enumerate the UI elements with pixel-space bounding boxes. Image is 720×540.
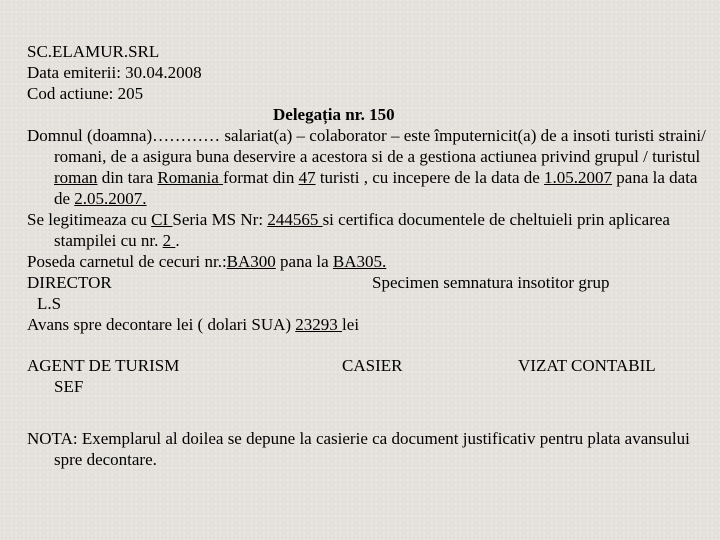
delegation-document [27,41,707,470]
agent-title-line2: SEF [54,377,84,396]
company-name: SC.ELAMUR.SRL [27,42,160,61]
stamp-number: 2 [162,231,176,250]
advance-currency: lei [342,315,360,334]
cashier-label: CASIER [342,356,403,375]
coupons-from: BA300 [226,252,276,271]
action-code: Cod actiune: 205 [27,84,144,103]
series-text: Seria MS Nr: [172,210,268,229]
delegation-paragraph [27,125,707,209]
signatures-row [27,355,707,403]
advance-intro: Avans spre decontare lei ( dolari SUA) [27,315,296,334]
agent-title-line1: AGENT DE TURISM [27,356,180,375]
identity-intro: Se legitimeaza cu [27,210,152,229]
format-text: format din [223,168,299,187]
id-number: 244565 [267,210,323,229]
until-text: pana la data de [54,168,698,208]
issue-date: Data emiterii: 30.04.2008 [27,63,202,82]
specimen-signature-label: Specimen semnatura insotitor grup [372,273,610,292]
document-title: Delegația nr. 150 [273,105,395,124]
note-paragraph: NOTA: Exemplarul al doilea se depune la casierie ca document justificativ pentru plata avansului spre decontare. [27,429,690,469]
coupons-mid: pana la [275,252,333,271]
country: Romania [157,168,224,187]
agent-signature-block [27,355,179,397]
delegation-intro: Domnul (doamna)………… salariat(a) – colaborator – este împuternicit(a) de a insoti turisti straini/ romani, de a asigura buna deservire a acestora si de a gestiona actiunea privind grupul / turistul [27,126,706,166]
period-text: turisti , cu incepere de la data de [315,168,545,187]
tourist-origin: roman [54,168,98,187]
accountant-label: VIZAT CONTABIL [518,356,656,375]
director-label: DIRECTOR [27,273,112,292]
tourist-count: 47 [298,168,316,187]
start-date: 1.05.2007 [544,168,613,187]
identity-end: . [175,231,180,250]
certify-text: si certifica documentele de cheltuieli prin aplicarea stampilei cu nr. [54,210,670,250]
coupons-to: BA305. [332,252,387,271]
director-row [27,272,707,293]
advance-line [27,314,707,335]
stamp-label: L.S [37,294,62,313]
from-country-text: din tara [97,168,158,187]
id-type: CI [151,210,173,229]
advance-amount: 23293 [295,315,343,334]
end-date: 2.05.2007. [74,189,147,208]
coupons-line [27,251,707,272]
coupons-intro: Poseda carnetul de cecuri nr.: [27,252,227,271]
identity-paragraph [27,209,707,251]
